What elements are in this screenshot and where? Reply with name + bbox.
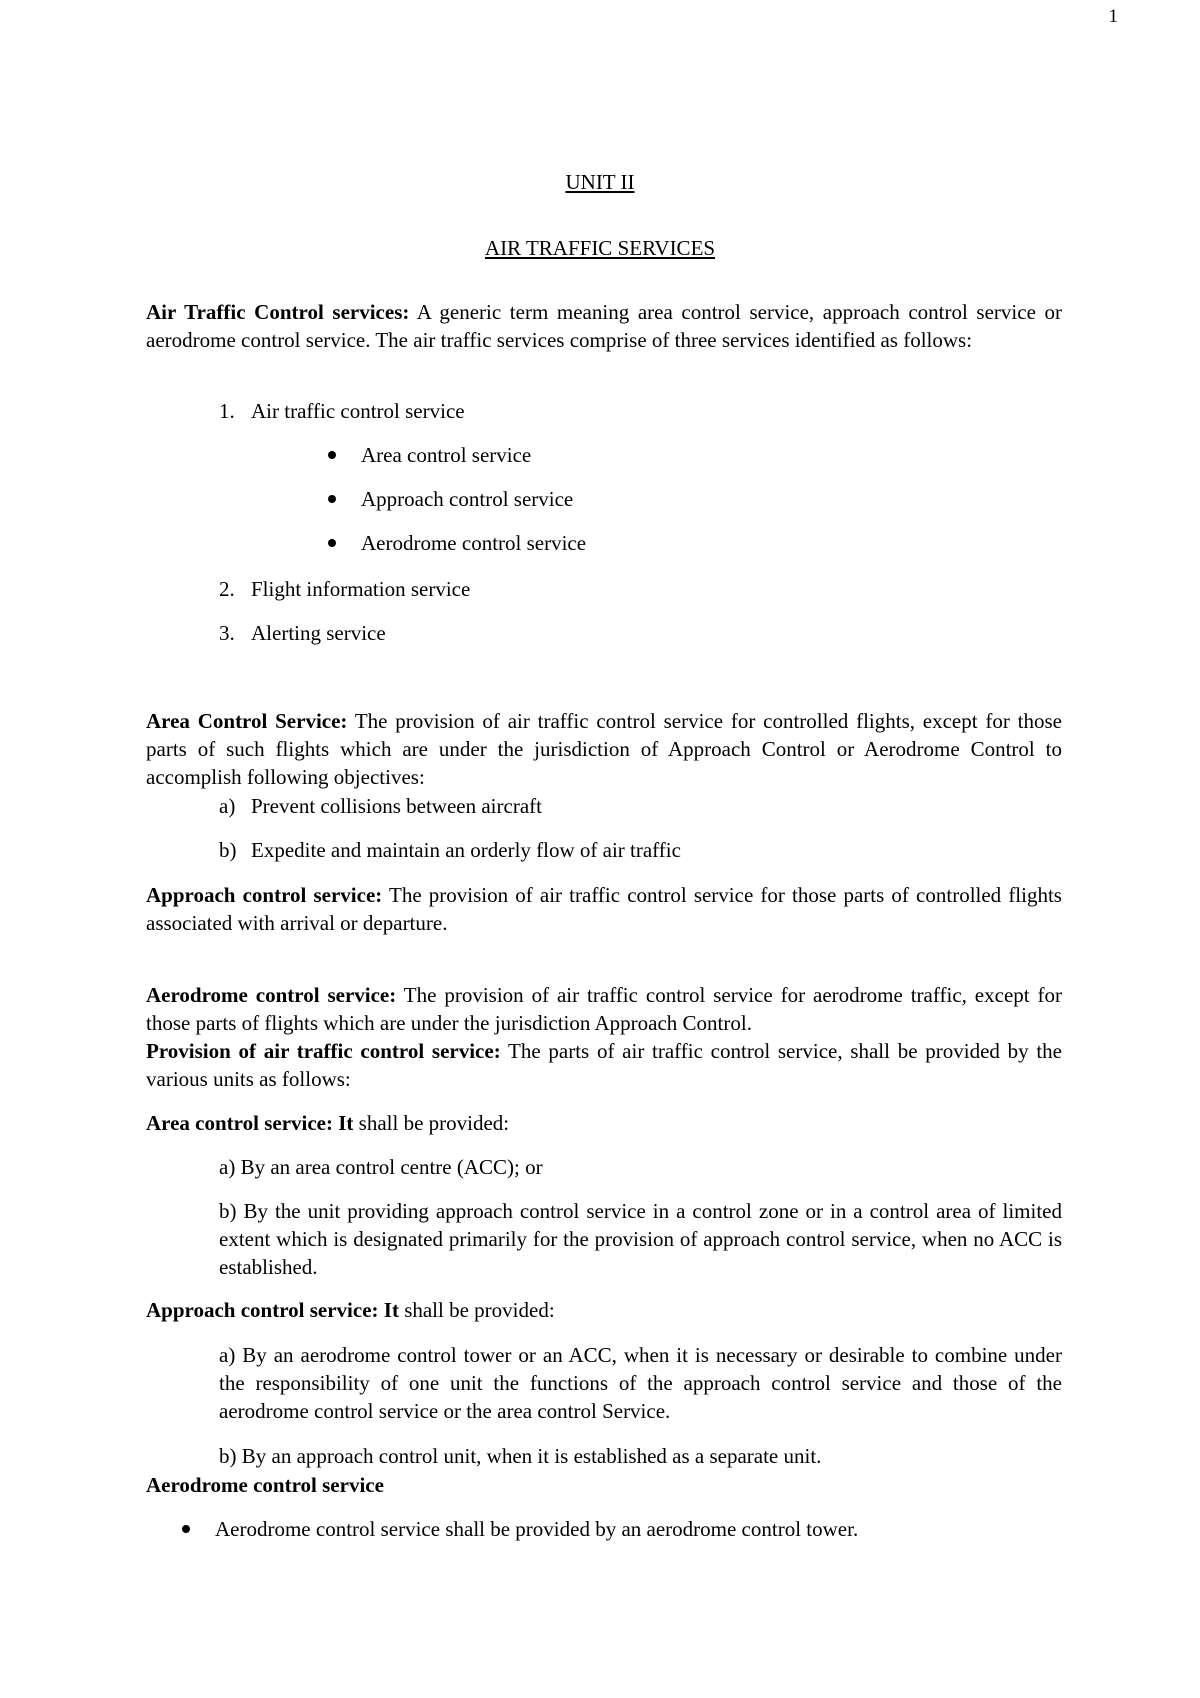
sub-item-label: Approach control service — [361, 487, 574, 511]
list-item-label: Air traffic control service — [251, 399, 465, 423]
bullet-icon — [182, 1525, 190, 1533]
area-provided-term: Area control service: It — [146, 1111, 354, 1135]
bullet-icon — [328, 539, 336, 547]
services-list-item — [219, 575, 470, 603]
area-control-term: Area Control Service: — [146, 709, 348, 733]
unit-title: UNIT II — [565, 170, 635, 194]
objective-item — [219, 836, 681, 864]
provision-term: Provision of air traffic control service: — [146, 1039, 501, 1063]
approach-control-paragraph — [146, 881, 1062, 937]
approach-provided-item: a) By an aerodrome control tower or an ACC, when it is necessary or desirable to combine under the responsibility of one unit the functions of the approach control service and those of the aerodrome control service or the area control Service. — [219, 1343, 1062, 1423]
approach-provided-term: Approach control service: It — [146, 1298, 399, 1322]
objective-item — [219, 792, 542, 820]
bullet-icon — [328, 495, 336, 503]
sub-item-label: Area control service — [361, 443, 532, 467]
area-provided-item: a) By an area control centre (ACC); or — [219, 1155, 543, 1179]
sub-item-label: Aerodrome control service — [361, 531, 587, 555]
aerodrome-provided-item — [182, 1515, 858, 1543]
intro-paragraph — [146, 298, 1062, 354]
list-marker: b) — [219, 838, 237, 862]
section-title: AIR TRAFFIC SERVICES — [484, 236, 716, 260]
approach-control-term: Approach control service: — [146, 883, 383, 907]
approach-control-text: The provision of air traffic control service for those parts of controlled flights associated with arrival or departure. — [146, 883, 1062, 935]
list-item-label: Alerting service — [251, 621, 386, 645]
approach-provided-item: b) By an approach control unit, when it is established as a separate unit. — [219, 1444, 822, 1468]
aerodrome-control-text: The provision of air traffic control service for aerodrome traffic, except for those parts of flights which are under the jurisdiction Approach Control. — [146, 983, 1062, 1035]
provision-text: The parts of air traffic control service, shall be provided by the various units as follows: — [146, 1039, 1062, 1091]
list-marker: 1. — [219, 399, 235, 423]
services-list-item — [219, 619, 386, 647]
approach-provided-text: shall be provided: — [398, 1298, 555, 1322]
aerodrome-control-paragraph — [146, 981, 1062, 1037]
atc-sub-item — [328, 485, 573, 513]
objective-text: Prevent collisions between aircraft — [251, 794, 542, 818]
bullet-icon — [328, 451, 336, 459]
aerodrome-control-term: Aerodrome control service: — [146, 983, 397, 1007]
area-control-text: The provision of air traffic control service for controlled flights, except for those parts of such flights which are under the jurisdiction of Approach Control or Aerodrome Control to accomplish following objectives: — [146, 709, 1062, 789]
objective-text: Expedite and maintain an orderly flow of air traffic — [251, 838, 681, 862]
area-provided-item: b) By the unit providing approach control service in a control zone or in a control area of limited extent which is designated primarily for the provision of approach control service, when no ACC is established. — [219, 1199, 1062, 1279]
provision-paragraph — [146, 1037, 1062, 1093]
aerodrome-provided-heading: Aerodrome control service — [146, 1473, 384, 1497]
list-marker: 3. — [219, 621, 235, 645]
area-provided-text: shall be provided: — [353, 1111, 510, 1135]
area-provided-paragraph — [146, 1109, 1062, 1137]
intro-text: A generic term meaning area control service, approach control service or aerodrome control service. The air traffic services comprise of three services identified as follows: — [146, 300, 1062, 352]
services-list-item — [219, 397, 465, 425]
page-number: 1 — [1108, 6, 1118, 27]
list-item-label: Flight information service — [251, 577, 471, 601]
intro-term: Air Traffic Control services: — [146, 300, 410, 324]
aerodrome-provided-text: Aerodrome control service shall be provided by an aerodrome control tower. — [215, 1517, 859, 1541]
atc-sub-item — [328, 441, 531, 469]
area-control-paragraph — [146, 707, 1062, 791]
atc-sub-item — [328, 529, 586, 557]
approach-provided-paragraph — [146, 1296, 1062, 1324]
list-marker: a) — [219, 794, 236, 818]
list-marker: 2. — [219, 577, 235, 601]
